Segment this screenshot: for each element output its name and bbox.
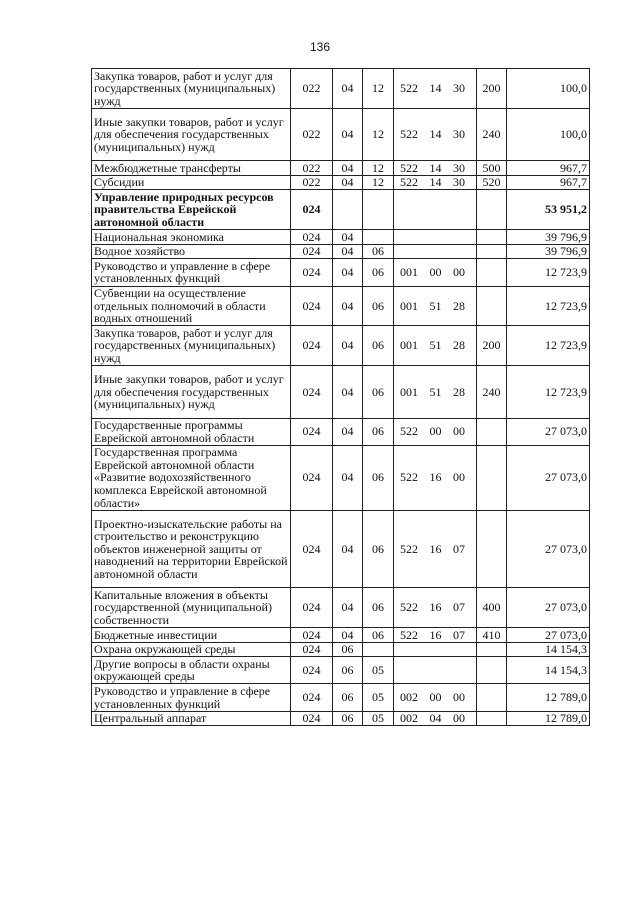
expense-type-cell: [477, 230, 507, 245]
target-article-part: 00: [453, 265, 465, 280]
target-article-part: 51: [429, 298, 442, 313]
section-code-cell: 04: [333, 108, 363, 160]
subsection-code-cell: 06: [363, 510, 394, 588]
target-article-part: 001: [400, 298, 418, 313]
target-article-parts: [396, 128, 474, 141]
ministry-code-cell: 024: [291, 259, 333, 286]
row-name-cell: Другие вопросы в области охраны окружающей среды: [92, 657, 291, 684]
subsection-code-cell: 05: [363, 657, 394, 684]
ministry-code-cell: 022: [291, 69, 333, 109]
table-row: [92, 286, 590, 326]
expense-type-cell: [477, 286, 507, 326]
target-article-part: 00: [453, 424, 465, 439]
ministry-code-cell: 024: [291, 244, 333, 259]
ministry-code-cell: 024: [291, 628, 333, 643]
expense-type-cell: [477, 642, 507, 657]
expense-type-cell: 200: [477, 326, 507, 366]
target-article-cell: [394, 244, 477, 259]
table-row: [92, 175, 590, 190]
table-row: [92, 190, 590, 230]
target-article-cell: [394, 175, 477, 190]
target-article-part: 16: [429, 600, 442, 615]
expense-type-cell: [477, 418, 507, 445]
target-article-part: 14: [429, 175, 442, 190]
table-row: [92, 510, 590, 588]
target-article-part: 16: [429, 541, 442, 556]
target-article-cell: [394, 684, 477, 711]
target-article-parts: [396, 471, 474, 484]
target-article-cell: [394, 642, 477, 657]
target-article-part: 522: [400, 127, 418, 142]
table-row: [92, 69, 590, 109]
target-article-part: 001: [400, 338, 418, 353]
expense-type-cell: [477, 510, 507, 588]
subsection-code-cell: 06: [363, 244, 394, 259]
target-article-part: 522: [400, 424, 418, 439]
section-code-cell: 04: [333, 244, 363, 259]
target-article-part: 522: [400, 541, 418, 556]
target-article-parts: [396, 82, 474, 95]
table-row: [92, 684, 590, 711]
target-article-part: 522: [400, 627, 418, 642]
ministry-code-cell: 024: [291, 642, 333, 657]
target-article-part: 28: [453, 384, 465, 399]
target-article-cell: [394, 445, 477, 510]
ministry-code-cell: 024: [291, 418, 333, 445]
target-article-part: 07: [453, 627, 465, 642]
subsection-code-cell: 06: [363, 418, 394, 445]
row-name-cell: Управление природных ресурсов правительства Еврейской автономной области: [92, 190, 291, 230]
target-article-part: 00: [429, 265, 442, 280]
target-article-part: 04: [429, 711, 442, 726]
amount-cell: 967,7: [507, 161, 590, 176]
table-row: [92, 244, 590, 259]
ministry-code-cell: 024: [291, 326, 333, 366]
amount-cell: 27 073,0: [507, 445, 590, 510]
row-name-cell: Капитальные вложения в объекты государственной (муниципальной) собственности: [92, 588, 291, 628]
row-name-cell: Охрана окружающей среды: [92, 642, 291, 657]
amount-cell: 100,0: [507, 108, 590, 160]
subsection-code-cell: 12: [363, 175, 394, 190]
section-code-cell: 04: [333, 161, 363, 176]
amount-cell: 14 154,3: [507, 642, 590, 657]
expense-type-cell: [477, 244, 507, 259]
target-article-part: 30: [453, 81, 465, 96]
amount-cell: 53 951,2: [507, 190, 590, 230]
ministry-code-cell: 024: [291, 190, 333, 230]
expense-type-cell: [477, 190, 507, 230]
target-article-parts: [396, 266, 474, 279]
table-row: [92, 642, 590, 657]
target-article-parts: [396, 712, 474, 725]
target-article-cell: [394, 190, 477, 230]
table-row: [92, 108, 590, 160]
expense-type-cell: [477, 711, 507, 726]
section-code-cell: 04: [333, 326, 363, 366]
subsection-code-cell: [363, 230, 394, 245]
section-code-cell: 04: [333, 286, 363, 326]
table-row: [92, 657, 590, 684]
ministry-code-cell: 024: [291, 657, 333, 684]
target-article-cell: [394, 326, 477, 366]
ministry-code-cell: 024: [291, 286, 333, 326]
amount-cell: 12 723,9: [507, 366, 590, 418]
target-article-parts: [396, 176, 474, 189]
section-code-cell: 04: [333, 418, 363, 445]
target-article-part: 30: [453, 175, 465, 190]
section-code-cell: 04: [333, 445, 363, 510]
expense-type-cell: 240: [477, 108, 507, 160]
section-code-cell: 04: [333, 175, 363, 190]
target-article-cell: [394, 418, 477, 445]
expense-type-cell: 520: [477, 175, 507, 190]
table-row: [92, 161, 590, 176]
table-row: [92, 445, 590, 510]
target-article-cell: [394, 230, 477, 245]
target-article-parts: [396, 425, 474, 438]
subsection-code-cell: 06: [363, 326, 394, 366]
row-name-cell: Иные закупки товаров, работ и услуг для обеспечения государственных (муниципальных) нужд: [92, 366, 291, 418]
section-code-cell: 06: [333, 711, 363, 726]
amount-cell: 12 723,9: [507, 259, 590, 286]
table-row: [92, 711, 590, 726]
table-row: [92, 366, 590, 418]
row-name-cell: Закупка товаров, работ и услуг для государственных (муниципальных) нужд: [92, 69, 291, 109]
target-article-part: 522: [400, 600, 418, 615]
amount-cell: 27 073,0: [507, 628, 590, 643]
subsection-code-cell: [363, 642, 394, 657]
target-article-part: 00: [453, 711, 465, 726]
target-article-parts: [396, 691, 474, 704]
subsection-code-cell: 12: [363, 108, 394, 160]
target-article-part: 51: [429, 384, 442, 399]
section-code-cell: 04: [333, 259, 363, 286]
row-name-cell: Проектно-изыскательские работы на строительство и реконструкцию объектов инженерной защиты от наводнений на территории Еврейской автономной области: [92, 510, 291, 588]
subsection-code-cell: 05: [363, 684, 394, 711]
amount-cell: 39 796,9: [507, 244, 590, 259]
expense-type-cell: 500: [477, 161, 507, 176]
row-name-cell: Руководство и управление в сфере установленных функций: [92, 259, 291, 286]
expense-type-cell: [477, 684, 507, 711]
row-name-cell: Бюджетные инвестиции: [92, 628, 291, 643]
amount-cell: 14 154,3: [507, 657, 590, 684]
target-article-cell: [394, 657, 477, 684]
target-article-part: 002: [400, 711, 418, 726]
target-article-cell: [394, 108, 477, 160]
amount-cell: 12 723,9: [507, 286, 590, 326]
target-article-cell: [394, 588, 477, 628]
target-article-cell: [394, 366, 477, 418]
ministry-code-cell: 024: [291, 684, 333, 711]
subsection-code-cell: 06: [363, 286, 394, 326]
section-code-cell: 04: [333, 366, 363, 418]
expense-type-cell: 400: [477, 588, 507, 628]
target-article-part: 522: [400, 470, 418, 485]
subsection-code-cell: 06: [363, 588, 394, 628]
row-name-cell: Центральный аппарат: [92, 711, 291, 726]
section-code-cell: 04: [333, 230, 363, 245]
target-article-cell: [394, 711, 477, 726]
amount-cell: 100,0: [507, 69, 590, 109]
ministry-code-cell: 022: [291, 161, 333, 176]
ministry-code-cell: 022: [291, 108, 333, 160]
table-row: [92, 588, 590, 628]
target-article-part: 002: [400, 690, 418, 705]
expense-type-cell: [477, 445, 507, 510]
subsection-code-cell: [363, 190, 394, 230]
target-article-part: 14: [429, 160, 442, 175]
ministry-code-cell: 024: [291, 711, 333, 726]
ministry-code-cell: 024: [291, 445, 333, 510]
amount-cell: 27 073,0: [507, 588, 590, 628]
amount-cell: 27 073,0: [507, 418, 590, 445]
target-article-part: 07: [453, 541, 465, 556]
row-name-cell: Государственная программа Еврейской автономной области «Развитие водохозяйственного комплекса Еврейской автономной области»: [92, 445, 291, 510]
target-article-cell: [394, 628, 477, 643]
target-article-part: 522: [400, 81, 418, 96]
section-code-cell: [333, 190, 363, 230]
table-body: [92, 69, 590, 726]
ministry-code-cell: 024: [291, 510, 333, 588]
ministry-code-cell: 024: [291, 366, 333, 418]
target-article-part: 30: [453, 127, 465, 142]
ministry-code-cell: 024: [291, 588, 333, 628]
table-row: [92, 418, 590, 445]
target-article-part: 001: [400, 384, 418, 399]
expense-type-cell: [477, 657, 507, 684]
target-article-parts: [396, 601, 474, 614]
expense-type-cell: [477, 259, 507, 286]
target-article-part: 16: [429, 470, 442, 485]
amount-cell: 27 073,0: [507, 510, 590, 588]
target-article-parts: [396, 629, 474, 642]
section-code-cell: 04: [333, 628, 363, 643]
expense-type-cell: 410: [477, 628, 507, 643]
target-article-part: 00: [453, 690, 465, 705]
subsection-code-cell: 12: [363, 69, 394, 109]
target-article-cell: [394, 510, 477, 588]
row-name-cell: Водное хозяйство: [92, 244, 291, 259]
target-article-parts: [396, 543, 474, 556]
section-code-cell: 04: [333, 510, 363, 588]
subsection-code-cell: 06: [363, 445, 394, 510]
section-code-cell: 06: [333, 684, 363, 711]
row-name-cell: Субвенции на осуществление отдельных полномочий в области водных отношений: [92, 286, 291, 326]
target-article-parts: [396, 162, 474, 175]
row-name-cell: Закупка товаров, работ и услуг для государственных (муниципальных) нужд: [92, 326, 291, 366]
target-article-part: 28: [453, 298, 465, 313]
target-article-parts: [396, 300, 474, 313]
row-name-cell: Руководство и управление в сфере установленных функций: [92, 684, 291, 711]
table-row: [92, 628, 590, 643]
subsection-code-cell: 06: [363, 628, 394, 643]
target-article-cell: [394, 161, 477, 176]
target-article-part: 28: [453, 338, 465, 353]
row-name-cell: Иные закупки товаров, работ и услуг для обеспечения государственных (муниципальных) нужд: [92, 108, 291, 160]
target-article-part: 14: [429, 81, 442, 96]
target-article-cell: [394, 259, 477, 286]
table-row: [92, 259, 590, 286]
budget-table: [91, 68, 590, 726]
target-article-part: 00: [453, 470, 465, 485]
subsection-code-cell: 12: [363, 161, 394, 176]
page-number: 136: [309, 40, 331, 54]
amount-cell: 12 789,0: [507, 711, 590, 726]
target-article-part: 14: [429, 127, 442, 142]
target-article-part: 001: [400, 265, 418, 280]
amount-cell: 39 796,9: [507, 230, 590, 245]
target-article-part: 30: [453, 160, 465, 175]
target-article-parts: [396, 339, 474, 352]
row-name-cell: Государственные программы Еврейской автономной области: [92, 418, 291, 445]
target-article-part: 16: [429, 627, 442, 642]
expense-type-cell: 240: [477, 366, 507, 418]
row-name-cell: Субсидии: [92, 175, 291, 190]
section-code-cell: 04: [333, 69, 363, 109]
section-code-cell: 06: [333, 642, 363, 657]
target-article-part: 00: [429, 690, 442, 705]
target-article-cell: [394, 69, 477, 109]
ministry-code-cell: 024: [291, 230, 333, 245]
amount-cell: 12 789,0: [507, 684, 590, 711]
expense-type-cell: 200: [477, 69, 507, 109]
section-code-cell: 04: [333, 588, 363, 628]
table-row: [92, 326, 590, 366]
amount-cell: 12 723,9: [507, 326, 590, 366]
section-code-cell: 06: [333, 657, 363, 684]
target-article-part: 00: [429, 424, 442, 439]
amount-cell: 967,7: [507, 175, 590, 190]
ministry-code-cell: 022: [291, 175, 333, 190]
subsection-code-cell: 06: [363, 366, 394, 418]
target-article-part: 522: [400, 160, 418, 175]
target-article-part: 07: [453, 600, 465, 615]
target-article-cell: [394, 286, 477, 326]
target-article-part: 51: [429, 338, 442, 353]
row-name-cell: Межбюджетные трансферты: [92, 161, 291, 176]
subsection-code-cell: 05: [363, 711, 394, 726]
target-article-part: 522: [400, 175, 418, 190]
target-article-parts: [396, 386, 474, 399]
subsection-code-cell: 06: [363, 259, 394, 286]
table-row: [92, 230, 590, 245]
row-name-cell: Национальная экономика: [92, 230, 291, 245]
